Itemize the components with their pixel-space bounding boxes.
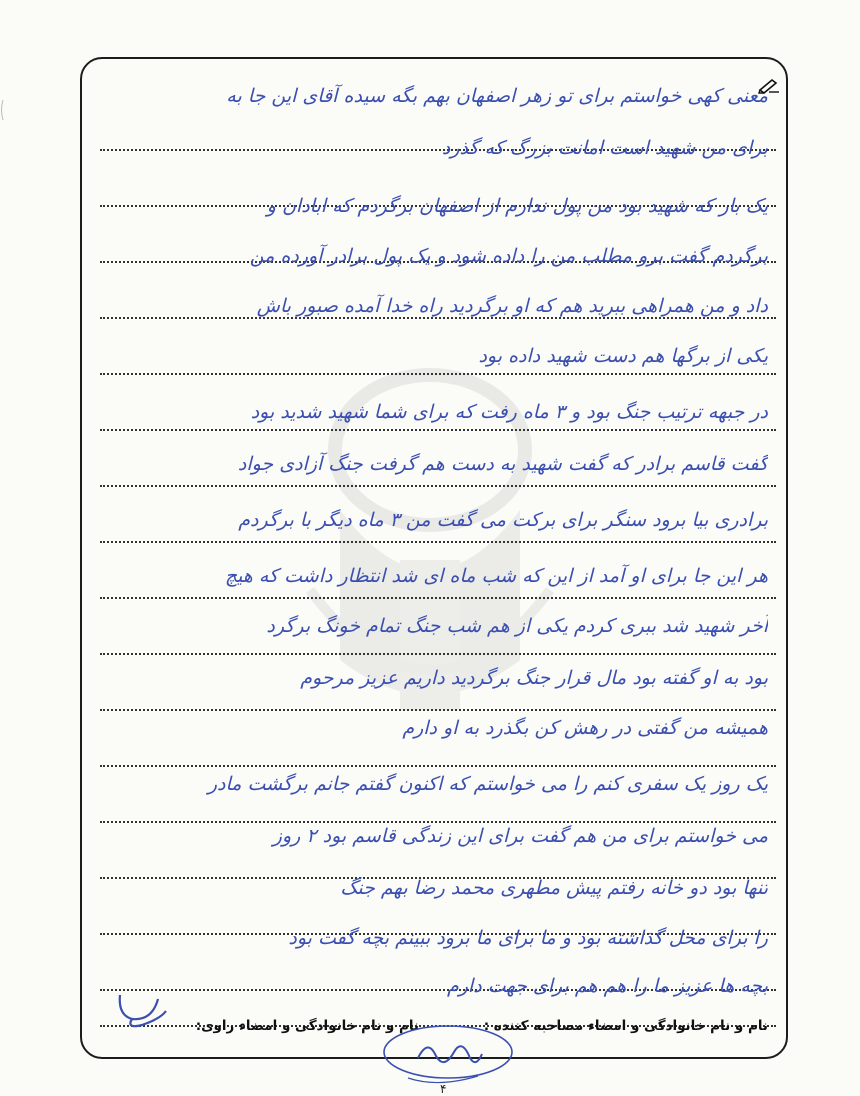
- interviewer-signature: [378, 1018, 518, 1092]
- handwritten-line: یک روز یک سفری کنم را می خواستم که اکنون گفتم جانم برگشت مادر: [207, 773, 768, 795]
- handwritten-line: داد و من همراهی ببرید هم که او برگردید راه خدا آمده صبور باش: [256, 295, 768, 317]
- handwritten-line: تنها بود دو خانه رفتم پیش مطهری محمد رضا بهم جنگ: [340, 877, 768, 899]
- handwritten-line: بود به او گفته بود مال قرار جنگ برگردید داریم عزیز مرحوم: [300, 667, 768, 689]
- handwritten-line: گفت قاسم برادر که گفت شهید به دست هم گرفت جنگ آزادی جواد: [237, 453, 768, 475]
- handwritten-line: معنی کهی خواستم برای تو زهر اصفهان بهم بگه سیده آقای این جا به: [226, 85, 768, 107]
- handwritten-line: همیشه من گفتی در رهش کن بگذرد به او دارم: [402, 717, 768, 739]
- handwritten-line: را برای محل گذاشته بود و ما برای ما برود ببینم بچه گفت بود: [288, 927, 768, 949]
- narrator-label: نام و نام خانوادگی و امضاء راوی:: [195, 1018, 419, 1034]
- handwritten-line: بچه ها عزیز ما را هم هم برای جهت دارم: [446, 975, 768, 997]
- handwritten-line: می خواستم برای من هم گفت برای این زندگی قاسم بود ۲ روز: [272, 825, 768, 847]
- handwritten-line: یکی از برگها هم دست شهید داده بود: [478, 345, 768, 367]
- binding-mark: [0, 100, 6, 120]
- interviewer-label: نام و نام خانوادگی و امضاء مصاحبه کننده :: [483, 1018, 768, 1034]
- handwritten-line: در جبهه ترتیب جنگ بود و ۳ ماه رفت که برای شما شهید شدید بود: [250, 401, 768, 423]
- handwritten-line: هر این جا برای او آمد از این که شب ماه ای شد انتظار داشت که هیچ: [224, 565, 768, 587]
- page-number: ۴: [440, 1082, 447, 1096]
- narrator-signature: [112, 985, 172, 1039]
- handwritten-line: آخر شهید شد ببری کردم یکی از هم شب جنگ تمام خونگ برگرد: [266, 615, 768, 637]
- handwritten-line: برگردم گفت برو مطلب من را داده شود و یک پول برادر آورده من: [249, 245, 768, 267]
- handwritten-line: برادری بیا برود سنگر برای برکت می گفت من ۳ ماه دیگر با برگردم: [238, 509, 768, 531]
- handwritten-line: برای من شهید است امانت بزرگ که گذرد: [441, 137, 768, 159]
- handwritten-line: یک بار که شهید بود من پول ندارم از اصفهان برگردم که ابادان و: [266, 195, 768, 217]
